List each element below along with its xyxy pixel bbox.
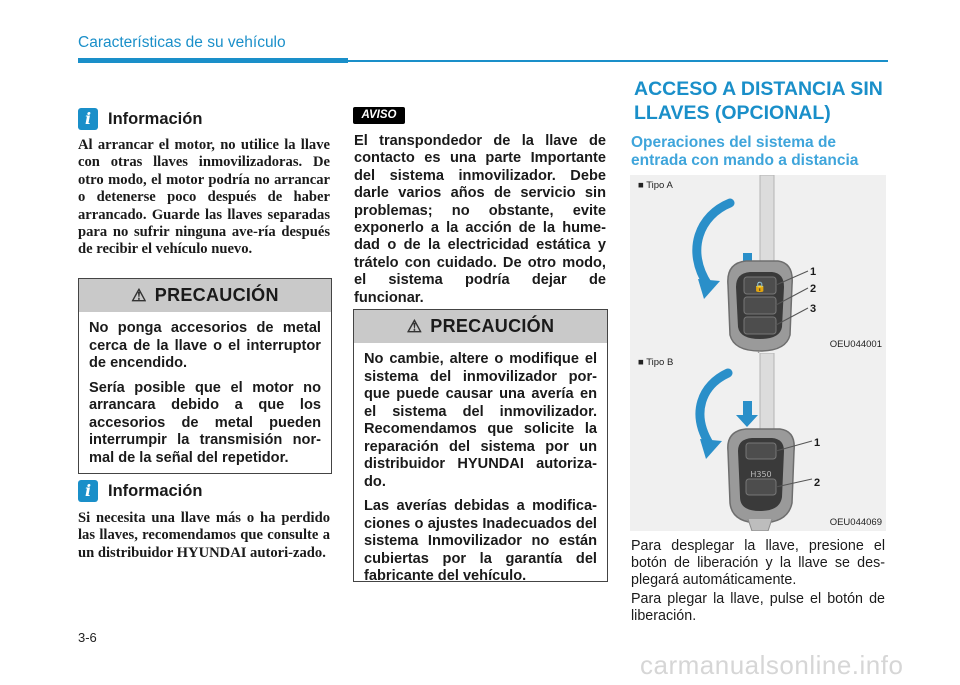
callout-3: 3 [810, 303, 817, 315]
callout-1: 1 [814, 437, 821, 449]
smart-key-illustration [630, 175, 886, 353]
figure-code: OEU044069 [829, 517, 882, 528]
caution-paragraph: Las averías debidas a modifica-ciones o ajustes Inadecuados del sistema Inmovilizador no están cubiertas por la garantía del fabricante del vehículo. [364, 498, 597, 584]
info-text-1: Al arrancar el motor, no utilice la llave con otras llaves inmovilizadoras. De otro modo, el motor podría no arrancar o detenerse poco después de haber arrancado. Guarde las llaves separadas para no sufrir ninguna ave-ría después de recibir el vehículo nuevo. [78, 137, 330, 258]
body-paragraph-2: Para plegar la llave, pulse el botón de liberación. [631, 591, 885, 624]
figure-type-a [630, 175, 886, 353]
figure-code: OEU044001 [829, 339, 882, 350]
figure-type-b [630, 353, 886, 531]
caution-body [79, 312, 331, 477]
key-blade [760, 175, 774, 270]
info-block-2 [78, 480, 330, 562]
callout-2: 2 [810, 283, 817, 295]
caution-paragraph: Sería posible que el motor no arrancara debido a que los accesorios de metal pueden interrumpir la transmisión nor-mal de la señal del repetidor. [89, 379, 321, 466]
aviso-text: El transpondedor de la llave de contacto es una parte Importante del sistema inmovilizador. Debe darle varios años de servicio sin problemas; no obstante, evite exponerlo a la acción de la hume-dad o de la electricidad estática y trátelo con cuidado. De otro modo, el sistema podría dejar de funcionar. [354, 133, 606, 306]
header-rule-thin [348, 60, 888, 62]
callout-1: 1 [810, 266, 817, 278]
header-rule-thick [78, 58, 348, 63]
fold-arrow-icon [697, 203, 730, 285]
fold-arrowhead-icon [698, 279, 720, 299]
caution-body [354, 343, 607, 596]
fold-arrowhead-icon [700, 439, 722, 459]
info-heading-2: i Información [78, 480, 330, 502]
caution-box-middle [353, 309, 608, 582]
press-arrow-icon [743, 401, 752, 415]
unlock-button [744, 297, 776, 314]
caution-box-left [78, 278, 332, 474]
caution-paragraph: No cambie, altere o modifique el sistema del inmovilizador por-que puede causar una avería en el sistema del inmovilizador. Recomendamos que solicite la reparación del sistema por un distribuidor HYUNDAI autoriza-do. [364, 351, 597, 490]
warning-triangle-icon: ⚠ [131, 285, 147, 305]
caution-header: ⚠ PRECAUCIÓN [354, 310, 607, 343]
info-icon: i [78, 108, 98, 130]
section-title: ACCESO A DISTANCIA SIN LLAVES (OPCIONAL) [634, 78, 883, 124]
fold-arrow-icon [700, 373, 728, 445]
watermark: carmanualsonline.info [640, 650, 904, 680]
page-number: 3-6 [78, 630, 97, 645]
figure-label: ■ Tipo A [638, 180, 673, 191]
info-icon: i [78, 480, 98, 502]
trunk-button [744, 317, 776, 334]
smart-key-illustration [630, 353, 886, 531]
callout-2: 2 [814, 477, 821, 489]
running-header: Características de su vehículo [78, 34, 286, 51]
aviso-badge: AVISO [353, 107, 405, 124]
caution-header: ⚠ PRECAUCIÓN [79, 279, 331, 312]
warning-triangle-icon: ⚠ [406, 316, 423, 336]
subsection-title: Operaciones del sistema de entrada con mando a distancia [631, 134, 859, 169]
caution-paragraph: No ponga accesorios de metal cerca de la llave o el interruptor de encendido. [89, 320, 321, 371]
body-paragraph-1: Para desplegar la llave, presione el botón de liberación y la llave se des-plegará automáticamente. [631, 538, 885, 588]
svg-text:🔒: 🔒 [753, 282, 767, 293]
info-block-1 [78, 108, 330, 259]
key-brand-text: H350 [750, 470, 772, 479]
info-text-2: Si necesita una llave más o ha perdido las llaves, recomendamos que consulte a un distribuidor HYUNDAI autori-zado. [78, 510, 330, 561]
info-heading-1: i Información [78, 108, 330, 130]
lock-button [746, 443, 776, 459]
unlock-button [746, 479, 776, 495]
figure-label: ■ Tipo B [638, 357, 674, 368]
